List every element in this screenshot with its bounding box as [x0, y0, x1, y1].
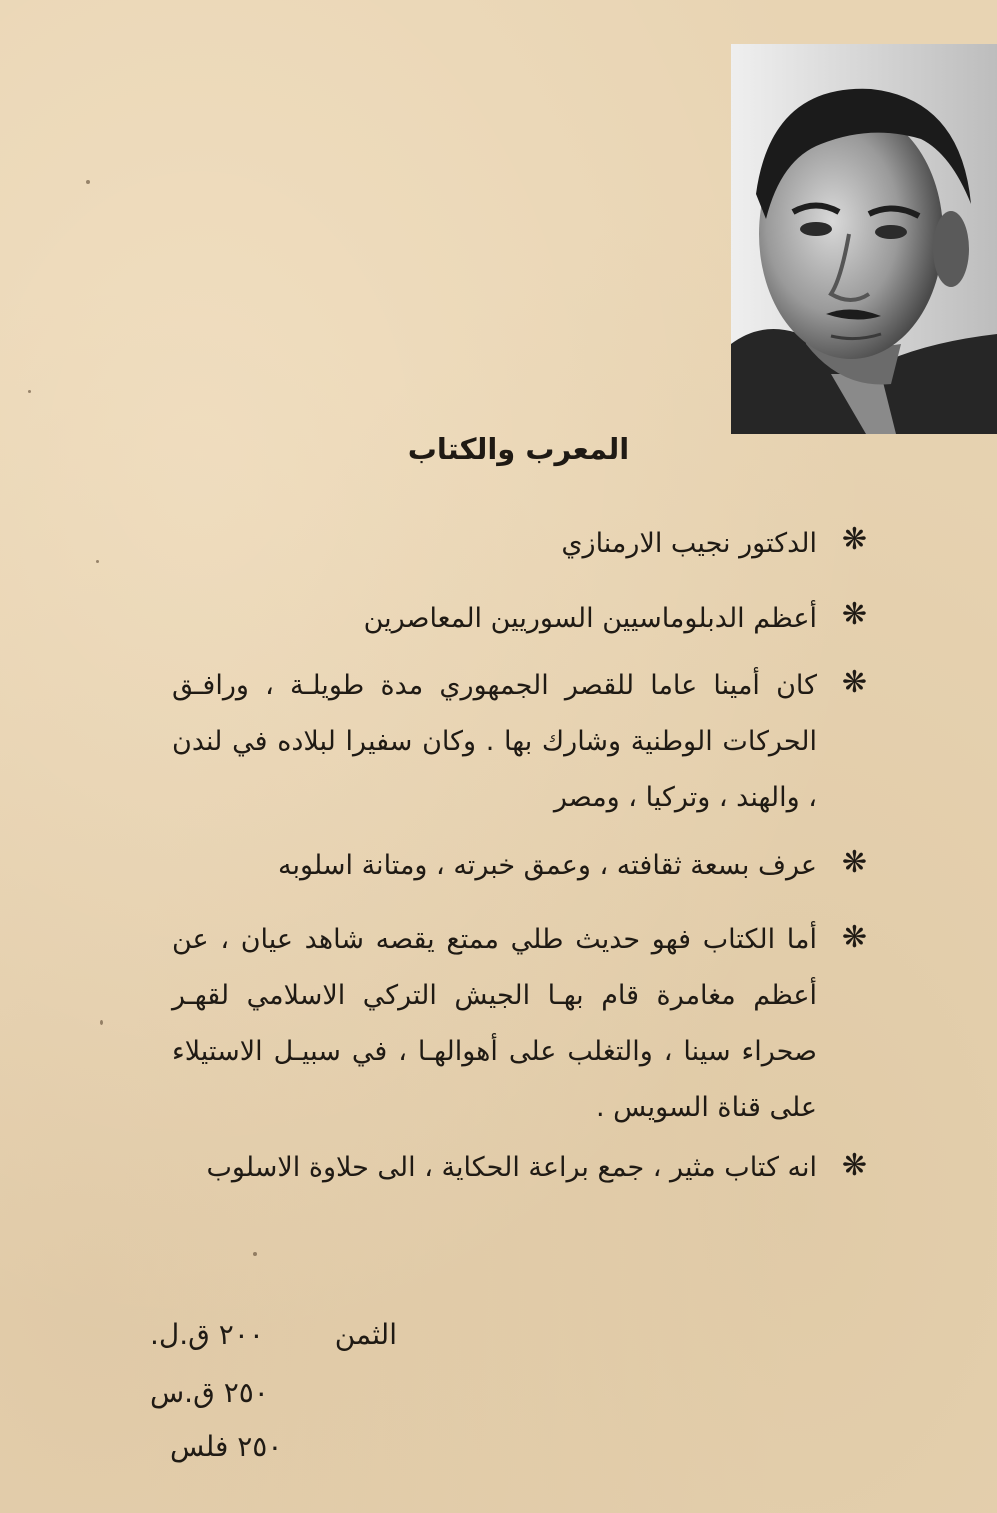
item-author-description: أعظم الدبلوماسيين السوريين المعاصرين — [363, 603, 817, 634]
item-author-qualities: عرف بسعة ثقافته ، وعمق خبرته ، ومتانة اسلوبه — [278, 850, 817, 881]
author-portrait — [731, 44, 997, 434]
item-book-description: أما الكتاب فهو حديث طلي ممتع يقصه شاهد عيان ، عن أعظم مغامرة قام بهـا الجيش التركي الاسلامي لقهـر صحراء سينا ، والتغلب على أهوالهـا ، في سبيـل الاستيلاء على قناة السويس . — [172, 924, 817, 1123]
bullet-star-icon: ❋ — [841, 920, 867, 955]
item-author-name: الدكتور نجيب الارمنازي — [561, 528, 817, 559]
item-book-praise: انه كتاب مثير ، جمع براعة الحكاية ، الى حلاوة الاسلوب — [206, 1152, 817, 1183]
bullet-star-icon: ❋ — [841, 597, 867, 632]
bullet-star-icon: ❋ — [841, 1148, 867, 1183]
price-syrian: ٢٥٠ ق.س — [150, 1376, 269, 1409]
bullet-star-icon: ❋ — [841, 845, 867, 880]
section-heading: المعرب والكتاب — [407, 432, 630, 466]
item-author-career: كان أمينا عاما للقصر الجمهوري مدة طويلـة ، ورافـق الحركات الوطنية وشارك بها . وكان سفيرا لبلاده في لندن ، والهند ، وتركيا ، ومصر — [172, 670, 817, 813]
price-label: الثمن — [334, 1318, 397, 1351]
price-lebanese: ٢٠٠ ق.ل. — [150, 1318, 264, 1351]
bullet-star-icon: ❋ — [841, 665, 867, 700]
price-fils: ٢٥٠ فلس — [170, 1430, 283, 1463]
bullet-star-icon: ❋ — [841, 522, 867, 557]
